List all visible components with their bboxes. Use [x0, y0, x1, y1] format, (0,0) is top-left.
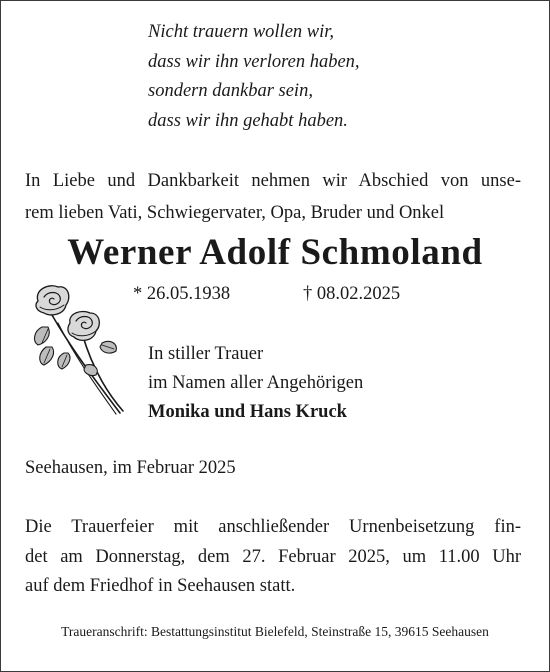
place-date: Seehausen, im Februar 2025 [25, 458, 236, 478]
birth-date: * 26.05.1938 [133, 284, 231, 304]
deceased-name: Werner Adolf Schmoland [67, 232, 483, 273]
ceremony-line: det am Donnerstag, dem 27. Februar 2025, um 11.00 Uhr [25, 546, 521, 567]
death-date: † 08.02.2025 [303, 284, 401, 304]
ceremony-line: auf dem Friedhof in Seehausen statt. [25, 576, 296, 596]
mourners-block [148, 340, 363, 427]
poem [148, 18, 360, 136]
poem-line: Nicht trauern wollen wir, [148, 22, 335, 42]
rose-icon [28, 283, 128, 417]
mourning-line: In stiller Trauer [148, 344, 264, 364]
ceremony-line: Die Trauerfeier mit anschließender Urnenbeisetzung fin- [25, 517, 521, 537]
intro-line: rem lieben Vati, Schwiegervater, Opa, Bruder und Onkel [25, 202, 445, 223]
mourner-names: Monika und Hans Kruck [148, 402, 347, 422]
poem-line: dass wir ihn gehabt haben. [148, 110, 348, 131]
intro-line: In Liebe und Dankbarkeit nehmen wir Abschied von unse- [25, 171, 521, 191]
ceremony-info [25, 513, 521, 602]
poem-line: dass wir ihn verloren haben, [148, 51, 360, 72]
mourning-address: Traueranschrift: Bestattungsinstitut Bielefeld, Steinstraße 15, 39615 Seehausen [61, 624, 489, 639]
intro-text [25, 166, 521, 229]
poem-line: sondern dankbar sein, [148, 81, 313, 101]
mourning-line: im Namen aller Angehörigen [148, 373, 364, 393]
